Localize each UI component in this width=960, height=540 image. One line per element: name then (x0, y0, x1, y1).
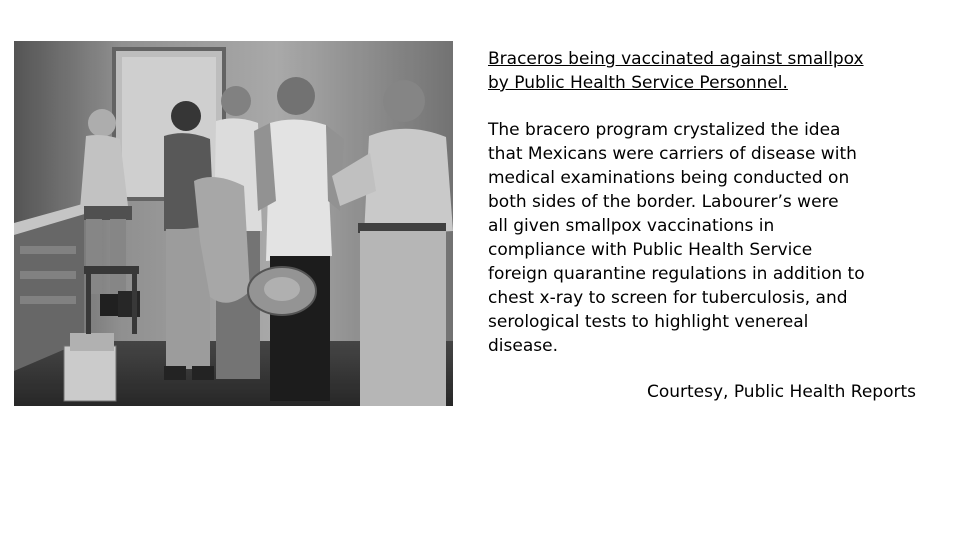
paragraph-line: all given smallpox vaccinations in (488, 216, 775, 236)
vaccination-photo-illustration (14, 41, 453, 406)
paragraph-line: both sides of the border. Labourer’s were (488, 192, 839, 212)
caption-line: Braceros being vaccinated against smallpox (488, 49, 864, 69)
paragraph-line: disease. (488, 336, 558, 356)
paragraph-line: that Mexicans were carriers of disease with (488, 144, 857, 164)
paragraph-line: serological tests to highlight venereal (488, 312, 809, 332)
paragraph-line: compliance with Public Health Service (488, 240, 813, 260)
paragraph-line: The bracero program crystalized the idea (488, 120, 841, 140)
photo-caption (488, 47, 928, 95)
photo-credit: Courtesy, Public Health Reports (646, 382, 916, 402)
paragraph-line: chest x-ray to screen for tuberculosis, and (488, 288, 848, 308)
paragraph-line: medical examinations being conducted on (488, 168, 850, 188)
description-paragraph (488, 118, 928, 358)
historical-photo (14, 41, 453, 406)
caption-line: by Public Health Service Personnel. (488, 73, 788, 93)
paragraph-line: foreign quarantine regulations in addition to (488, 264, 865, 284)
